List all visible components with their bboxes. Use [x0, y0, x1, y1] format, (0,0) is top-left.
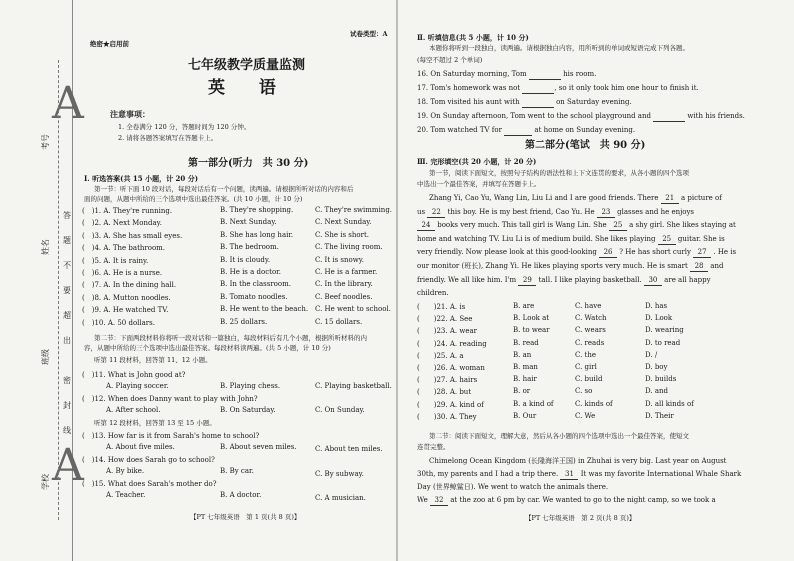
option-b: B. She has long hair. [220, 230, 294, 239]
fill-text-end: his room. [563, 70, 597, 78]
question-text: ( )9. A. He watched TV. [82, 306, 169, 315]
answer-blank[interactable] [522, 98, 554, 108]
passage-text: . He is [713, 248, 737, 257]
passage-line [417, 262, 723, 272]
option-b: B. By car. [220, 467, 254, 475]
cloze-blank[interactable]: 25 [658, 235, 676, 245]
question-text: ( )4. A. The bathroom. [82, 244, 166, 253]
seal-char: 要 [63, 286, 71, 295]
notice-2: 2. 请将各题答案填写在答题卡上。 [118, 134, 218, 142]
option-a: ( )29. A. kind of [417, 400, 484, 409]
page-footer: 【PT 七年级英语 第 2 页(共 8 页)】 [525, 514, 636, 522]
cloze-blank[interactable]: 23 [597, 208, 615, 218]
passage-2-line-1: Chimelong Ocean Kingdom (长隆海洋王国) in Zhuhai is very big. Last year on August [429, 457, 727, 465]
option-c: C. The living room. [315, 243, 383, 252]
cloze-blank[interactable]: 29 [518, 276, 536, 286]
answer-blank[interactable] [529, 70, 561, 80]
fill-text: 17. Tom's homework was not [417, 84, 521, 92]
passage-line [417, 208, 694, 218]
option-b: B. Next Sunday. [220, 218, 277, 227]
question-13: ( )13. How far is it from Sarah's home to school? [82, 432, 260, 440]
section-1-part2-2: 容，从题中所给的三个选项中选出最佳答案。每段材料读两遍。(共 5 小题，计 10 分) [84, 344, 331, 352]
section-2-desc-2: (每空不超过 2 个单词) [417, 56, 483, 64]
listen-instruction-1: 听第 11 段材料，回答第 11、12 小题。 [94, 356, 212, 364]
paper-type-letter-top: A [52, 78, 84, 129]
fill-text: 20. Tom watched TV for [417, 126, 502, 134]
fill-16 [417, 70, 596, 80]
fill-text-end: with his friends. [687, 112, 745, 120]
page-1 [80, 0, 393, 561]
cloze-blank[interactable]: 30 [644, 276, 662, 286]
part-1-title: 第一部分(听力 共 30 分) [188, 158, 309, 169]
passage-2-line-2 [417, 470, 741, 480]
question-text: ( )5. A. It is rainy. [82, 256, 149, 265]
option-d: D. wearing [645, 326, 684, 335]
passage-text: our monitor (班长), Zhang Yi. He likes playing sports very much. He is smart [417, 262, 688, 270]
option-c: C. the [575, 350, 597, 359]
option-c: C. reads [575, 338, 605, 347]
question-text: )15. What does Sarah's mother do? [91, 480, 217, 488]
seal-char: 密 [63, 376, 71, 385]
option-c: C. She is short. [315, 230, 369, 239]
section-2-title: Ⅱ. 听填信息(共 5 小题，计 10 分) [417, 33, 529, 42]
passage-text: Zhang Yi, Cao Yu, Wang Lin, Liu Li and I are good friends. There [429, 194, 659, 202]
page-fold [396, 0, 398, 561]
paper-type-letter-bottom: A [52, 440, 84, 491]
fill-text: 16. On Saturday morning, Tom [417, 70, 527, 78]
option-b: B. The bedroom. [220, 243, 279, 252]
option-c: C. wears [575, 326, 606, 335]
option-b: B. an [513, 350, 532, 359]
option-b: B. About seven miles. [220, 443, 297, 451]
passage-text: ? He has short curly [619, 248, 691, 257]
option-c: C. On Sunday. [315, 406, 365, 414]
option-a: ( )28. A. but [417, 388, 472, 397]
option-c: C. 15 dollars. [315, 317, 363, 326]
option-b: B. or [513, 387, 531, 396]
section-3-part2-2: 连贯完整。 [417, 443, 450, 451]
seal-char: 答 [63, 211, 71, 220]
option-b: B. a kind of [513, 399, 554, 408]
label-kaohao: 考号 [41, 134, 50, 150]
seal-char: 线 [63, 426, 71, 435]
passage-text: and [710, 262, 724, 270]
cloze-blank[interactable]: 26 [599, 248, 617, 258]
option-a: ( )26. A. woman [417, 364, 485, 372]
question-text: ( )6. A. He is a nurse. [82, 269, 163, 277]
passage-text: home and watching TV. Liu Li is of medium build. She likes playing [417, 234, 656, 243]
blank-31[interactable]: 31 [560, 470, 578, 480]
option-c: C. Playing basketball. [315, 382, 392, 390]
label-xuexiao: 学校 [41, 474, 50, 490]
option-c: C. He is a farmer. [315, 268, 378, 276]
option-c: C. About ten miles. [315, 445, 383, 453]
fill-17 [417, 84, 699, 94]
seal-char: 题 [63, 236, 71, 245]
passage-text: a shy girl. She likes staying at [629, 221, 736, 230]
option-c: C. A musician. [315, 494, 366, 502]
question-text: ( )10. A. 50 dollars. [82, 318, 155, 327]
seal-char: 出 [63, 336, 71, 345]
option-d: D. to read [645, 338, 681, 347]
option-a: ( )21. A. is [417, 303, 466, 311]
passage-text: glasses and he enjoys [617, 207, 695, 216]
option-b: B. Playing chess. [220, 382, 281, 390]
binding-strip [0, 0, 84, 561]
fill-text: 19. On Sunday afternoon, Tom went to the school playground and [417, 112, 651, 120]
answer-blank[interactable] [653, 112, 685, 122]
option-d: D. boy [645, 363, 668, 371]
option-c: C. By subway. [315, 470, 364, 478]
seal-line [58, 60, 59, 520]
paper-type: 试卷类型：A [350, 30, 388, 38]
fill-20 [417, 126, 635, 136]
notice-title: 注意事项： [110, 109, 150, 119]
section-3-part2: 第二节：阅读下面短文，理解大意，然后从各小题的四个选项中选出一个最佳答案，使短文 [429, 432, 689, 440]
cloze-blank[interactable]: 22 [427, 208, 445, 218]
passage-line [417, 248, 736, 258]
option-a: ( )27. A. hairs [417, 376, 478, 385]
fill-18 [417, 98, 632, 108]
option-c: C. build [575, 375, 603, 384]
passage-line [417, 276, 711, 286]
option-b: B. read [513, 338, 539, 347]
passage-line [417, 235, 725, 245]
option-b: B. In the classroom. [220, 280, 291, 289]
seal-char: 超 [63, 311, 71, 320]
passage-text: us [417, 207, 426, 216]
label-xingming: 姓名 [41, 239, 50, 255]
cloze-blank[interactable]: 24 [417, 221, 435, 231]
option-d: D. builds [645, 375, 677, 384]
option-a: A. Teacher. [106, 491, 146, 499]
passage-2-line-3: Day (世界鲸鲨日). We went to watch the animals there. [417, 483, 609, 491]
fill-text-end: at home on Sunday evening. [534, 126, 636, 134]
option-c: C. They're swimming. [315, 206, 393, 214]
section-1-title: Ⅰ. 听选答案(共 15 小题，计 20 分) [84, 174, 199, 183]
section-3-title: Ⅲ. 完形填空(共 20 小题，计 20 分) [417, 157, 537, 166]
cloze-blank[interactable]: 25 [609, 221, 627, 231]
question-text: )11. What is John good at? [91, 371, 186, 379]
passage-text: books very much. This tall girl is Wang Lin. She [437, 221, 607, 230]
question-text: ( )1. A. They're running. [82, 207, 173, 215]
passage-text: a picture of [680, 194, 722, 202]
passage-text: very friendly. Now please look at this good-looking [417, 248, 597, 257]
option-b: B. A doctor. [220, 491, 262, 499]
option-d: D. / [645, 350, 658, 359]
option-b: B. He is a doctor. [220, 268, 281, 276]
option-d: D. and [645, 387, 668, 396]
page-2 [405, 0, 790, 561]
option-a: ( )25. A. a [417, 351, 464, 360]
label-banji: 班级 [41, 349, 50, 365]
section-1-desc: 第一节：听下面 10 段对话，每段对话后有一个问题，读两遍。请根据所听对话的内容和后 [94, 185, 354, 193]
section-3-desc-2: 中选出一个最佳答案，并填写在答题卡上。 [417, 180, 541, 188]
option-b: B. He went to the beach. [220, 305, 309, 314]
subject-title: 英 语 [208, 78, 290, 98]
section-1-part2: 第二节：下面两段材料你将听一段对话和一篇独白，每段材料后有几个小题，根据所听材料的内 [94, 334, 367, 342]
option-c: C. In the library. [315, 280, 373, 289]
question-14: ( )14. How does Sarah go to school? [82, 456, 215, 464]
question-15: ( )15. What does Sarah's mother do? [82, 480, 217, 488]
page-footer: 【PT 七年级英语 第 1 页(共 8 页)】 [190, 513, 301, 521]
passage-2-line-4 [417, 496, 716, 506]
option-a: ( )22. A. See [417, 315, 473, 324]
question-text: )14. How does Sarah go to school? [91, 456, 215, 464]
question-text: ( )7. A. In the dining hall. [82, 281, 177, 290]
option-b: B. On Saturday. [220, 406, 276, 414]
option-b: B. Our [513, 411, 537, 420]
cloze-blank[interactable]: 27 [693, 248, 711, 258]
question-text: ( )2. A. Next Monday. [82, 219, 162, 228]
question-text: ( )3. A. She has small eyes. [82, 231, 183, 240]
cloze-blank[interactable]: 28 [690, 262, 708, 272]
option-a: ( )24. A. reading [417, 339, 487, 348]
passage-line [429, 194, 722, 204]
option-b: B. are [513, 302, 535, 310]
option-c: C. He went to school. [315, 305, 391, 314]
blank-32[interactable]: 32 [430, 496, 448, 506]
option-a: A. By bike. [106, 467, 145, 475]
passage-text: this boy. He is my best friend, Cao Yu. He [447, 207, 595, 216]
option-c: C. have [575, 302, 602, 310]
option-c: C. Watch [575, 314, 607, 323]
passage-text: tall. I like playing basketball. [538, 275, 642, 284]
option-d: D. Their [645, 411, 674, 420]
option-d: D. Look [645, 314, 673, 323]
option-a: A. Playing soccer. [106, 382, 169, 390]
passage-text: 30th, my parents and I had a trip there. [417, 470, 559, 478]
option-a: A. About five miles. [106, 443, 175, 451]
option-b: B. hair [513, 375, 537, 384]
passage-text: guitar. She is [677, 234, 725, 243]
passage-line [417, 289, 449, 298]
section-2-desc: 本题你将听到一段独白，读两遍。请根据独白内容，用所听到的单词或短语完成下列各题。 [429, 44, 689, 52]
option-b: B. It is cloudy. [220, 255, 271, 264]
option-c: C. girl [575, 363, 597, 371]
option-d: D. has [645, 302, 668, 310]
seal-char: 不 [63, 261, 71, 270]
passage-line [417, 221, 736, 231]
section-3-desc: 第一节，阅读下面短文，按照句子结构的语法性和上下文连贯的要求，从各小题的四个选项 [429, 169, 689, 177]
passage-text: friendly. We all like him. I'm [417, 275, 517, 284]
question-11: ( )11. What is John good at? [82, 371, 186, 379]
question-12: ( )12. When does Danny want to play with John? [82, 395, 258, 403]
answer-blank[interactable] [522, 84, 554, 94]
option-c: C. It is snowy. [315, 255, 364, 264]
section-1-desc-2: 面的问题，从题中所给的三个选项中选出最佳答案。(共 10 小题，计 10 分) [84, 195, 303, 203]
question-text: )13. How far is it from Sarah's home to school? [91, 432, 260, 440]
cloze-blank[interactable]: 21 [661, 194, 679, 204]
passage-text: are all happy [664, 275, 711, 284]
exam-title: 七年级教学质量监测 [188, 58, 306, 73]
passage-text: It was my favorite International Whale Shark [580, 470, 742, 478]
option-b: B. They're shopping. [220, 206, 294, 214]
secret-mark: 绝密★启用前 [90, 40, 129, 48]
option-c: C. kinds of [575, 399, 613, 408]
fill-text: 18. Tom visited his aunt with [417, 98, 520, 106]
question-text: )12. When does Danny want to play with John? [91, 395, 258, 403]
option-c: C. Next Sunday. [315, 218, 372, 227]
seal-char: 封 [63, 401, 71, 410]
passage-text: at the zoo at 6 pm by car. We wanted to go to the night camp, so we took a [450, 496, 716, 504]
answer-blank[interactable] [504, 126, 532, 136]
option-b: B. to wear [513, 326, 550, 335]
option-b: B. Look at [513, 314, 550, 323]
option-c: C. so [575, 387, 593, 396]
fill-19 [417, 112, 745, 122]
listen-instruction-2: 听第 12 段材料，回答第 13 至 15 小题。 [94, 419, 216, 427]
option-b: B. man [513, 363, 538, 371]
passage-text: We [417, 496, 428, 504]
passage-text: children. [417, 289, 449, 298]
question-text: ( )8. A. Mutton noodles. [82, 293, 171, 302]
option-a: ( )23. A. wear [417, 327, 477, 336]
option-b: B. 25 dollars. [220, 317, 268, 326]
fill-text-end: , so it only took him one hour to finish it. [554, 84, 699, 92]
option-d: D. all kinds of [645, 399, 694, 408]
fill-text-end: on Saturday evening. [556, 98, 632, 106]
option-a: ( )30. A. They [417, 412, 477, 421]
part-2-title: 第二部分(笔试 共 90 分) [525, 140, 646, 151]
notice-1: 1. 全卷满分 120 分，答题时间为 120 分钟。 [118, 123, 251, 131]
option-b: B. Tomato noodles. [220, 292, 288, 301]
option-c: C. We [575, 411, 596, 420]
option-c: C. Beef noodles. [315, 292, 373, 301]
option-a: A. After school. [106, 406, 161, 414]
